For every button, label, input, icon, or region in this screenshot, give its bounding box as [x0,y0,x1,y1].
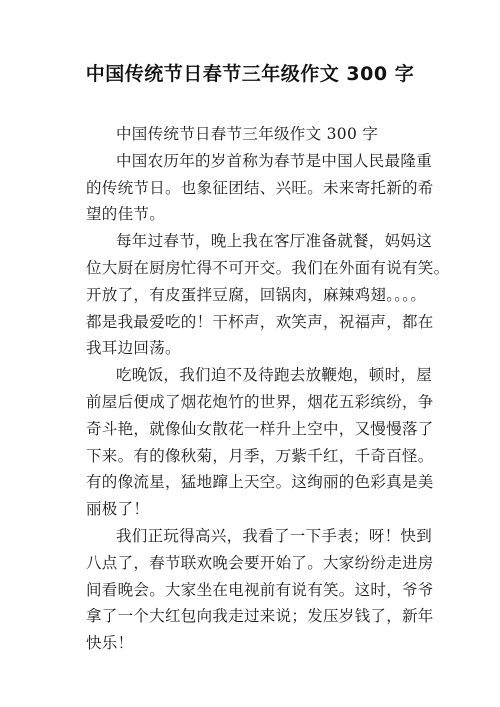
paragraph-line: 有的像流星，猛地蹿上天空。这绚丽的色彩真是美 [86,473,434,492]
paragraph-line: 每年过春节，晚上我在客厅准备就餐，妈妈这 [116,232,433,251]
paragraph-line: 的传统节日。也象征团结、兴旺。未来寄托新的希 [86,178,434,197]
paragraph-line: 都是我最爱吃的！干杯声，欢笑声，祝福声，都在 [86,312,434,331]
paragraph-line: 我耳边回荡。 [86,339,181,358]
paragraph-line: 位大厨在厨房忙得不可开交。我们在外面有说有笑。 [86,258,450,277]
paragraph-line: 前屋后便成了烟花炮竹的世界，烟花五彩缤纷，争 [86,392,434,411]
paragraph-line: 中国农历年的岁首称为春节是中国人民最隆重 [116,151,433,170]
paragraph-line: 快乐！ [86,634,134,653]
subtitle-line: 中国传统节日春节三年级作文 300 字 [116,125,379,143]
paragraph-line: 拿了一个大红包向我走过来说；发压岁钱了，新年 [86,607,434,626]
paragraph-line: 开放了，有皮蛋拌豆腐，回锅肉，麻辣鸡翅。。。。 [86,285,427,304]
document-body [86,121,450,657]
paragraph-line: 吃晚饭，我们迫不及待跑去放鞭炮，顿时，屋 [116,366,433,385]
paragraph-line: 下来。有的像秋菊，月季，万紫千红，千奇百怪。 [86,446,434,465]
paragraph-line: 我们正玩得高兴，我看了一下手表；呀！快到 [116,526,433,545]
paragraph-line: 望的佳节。 [86,205,166,224]
paragraph-line: 间看晚会。大家坐在电视前有说有笑。这时，爷爷 [86,580,434,599]
paragraph-line: 八点了，春节联欢晚会要开始了。大家纷纷走进房 [86,553,434,572]
paragraph-line: 丽极了！ [86,500,150,519]
document-title: 中国传统节日春节三年级作文 300 字 [85,63,415,85]
paragraph-line: 奇斗艳，就像仙女散花一样升上空中，又慢慢落了 [86,419,434,438]
